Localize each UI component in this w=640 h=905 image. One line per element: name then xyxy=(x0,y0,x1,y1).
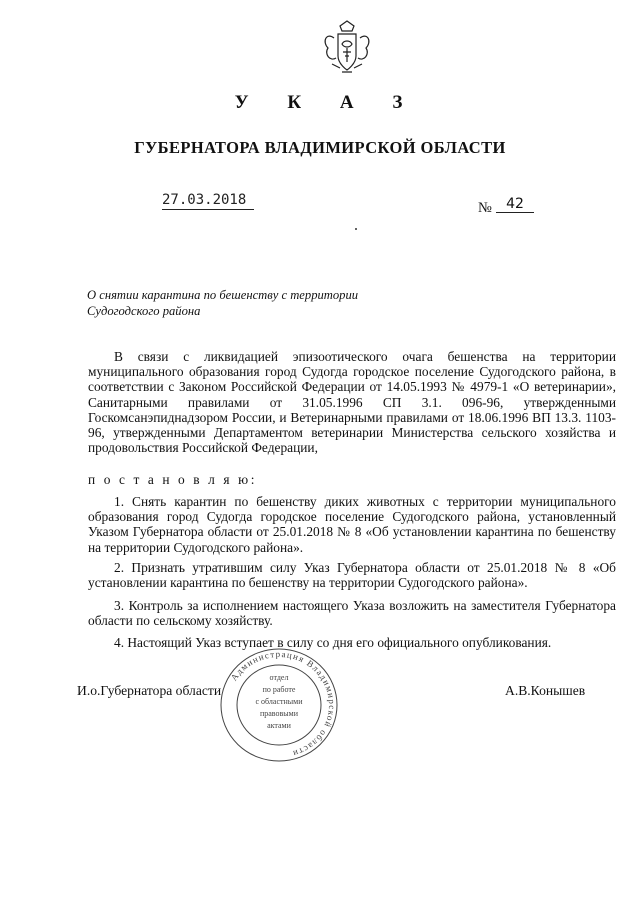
coat-of-arms-icon xyxy=(318,18,376,76)
decree-item-1: 1. Снять карантин по бешенству диких животных с территории муниципального образования город Судогда городское поселение Судогодского района, установленный Указом Губернатора области от 25.01.2018 № 8 «Об установлении карантина по бешенству на территории Судогодского района». xyxy=(88,494,616,555)
stamp-line: актами xyxy=(267,721,291,730)
document-date: 27.03.2018 xyxy=(162,192,254,210)
stamp-line: правовыми xyxy=(259,709,299,718)
preamble-paragraph: В связи с ликвидацией эпизоотического очага бешенства на территории муниципального образования город Судогда городское поселение Судогодского района, в соответствии с Законом Российской Федерации от 14.05.1993 № 4979-1 «О ветеринарии», Санитарными правилами от 31.05.1996 СП 3.1. 096-96, утвержденными Госкомсанэпиднадзором России, и Ветеринарными правилами от 18.06.1996 ВП 13.3. 1103-96, утвержденными Департаментом ветеринарии Министерства сельского хозяйства и продовольствия Российской Федерации, xyxy=(88,349,616,456)
decree-item-2: 2. Признать утратившим силу Указ Губернатора области от 25.01.2018 № 8 «Об установлении карантина по бешенству на территории Судогодского района». xyxy=(88,560,616,591)
ink-dot xyxy=(355,228,357,230)
official-stamp xyxy=(214,646,344,764)
decree-item-4: 4. Настоящий Указ вступает в силу со дня его официального опубликования. xyxy=(114,635,552,650)
document-number: 42 xyxy=(496,196,534,213)
stamp-line: по работе xyxy=(262,685,296,694)
stamp-ring-text: Администрация Владимирской области xyxy=(228,648,338,760)
document-title: У К А З xyxy=(234,92,420,113)
number-label: № xyxy=(478,200,492,216)
document-issuer: ГУБЕРНАТОРА ВЛАДИМИРСКОЙ ОБЛАСТИ xyxy=(134,138,506,157)
decree-word: п о с т а н о в л я ю: xyxy=(88,472,258,487)
stamp-line: отдел xyxy=(269,673,289,682)
signatory-position: И.о.Губернатора области xyxy=(77,683,222,698)
decree-item-3: 3. Контроль за исполнением настоящего Указа возложить на заместителя Губернатора области по сельскому хозяйству. xyxy=(88,598,616,629)
document-subject: О снятии карантина по бешенству с территории Судогодского района xyxy=(87,288,359,318)
signatory-name: А.В.Конышев xyxy=(505,683,586,698)
stamp-line: с областными xyxy=(255,697,303,706)
